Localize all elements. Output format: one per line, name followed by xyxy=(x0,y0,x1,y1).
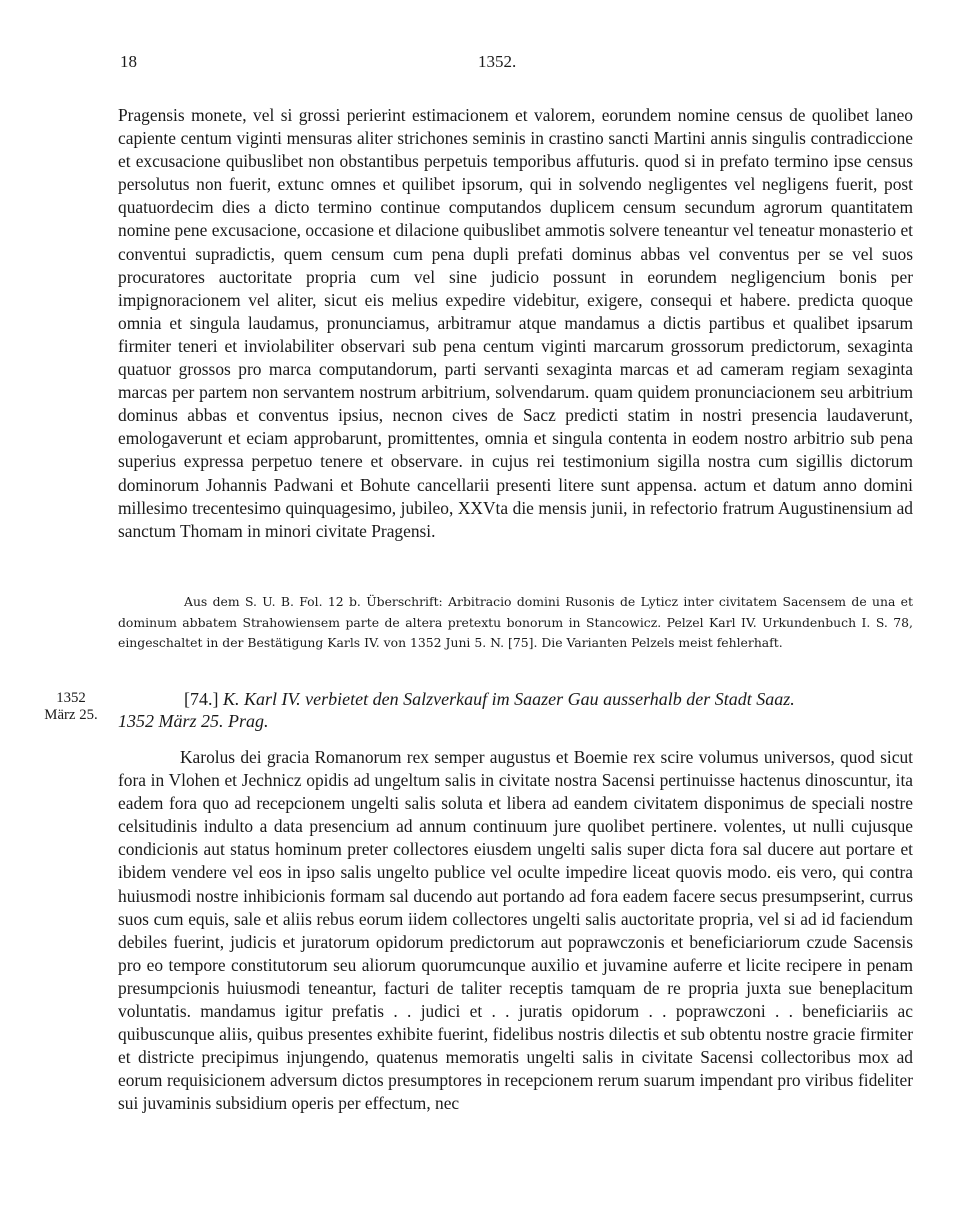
margin-date-note xyxy=(36,690,106,724)
body-paragraph-1 xyxy=(118,104,913,543)
document-date-place: 1352 März 25. Prag. xyxy=(118,711,269,731)
paragraph-text: Karolus dei gracia Romanorum rex semper augustus et Boemie rex scire volumus universos, quod sicut fora in Vlohen et Jechnicz opidis ad ungeltum salis in civitate nostra Sacensi pertinuisse hactenus dinoscuntur, ita eadem fora quo ad recepcionem ungelti salis soluta et libera ad eandem civitatem disponimus de speciali nostre celsitudinis indulto a data presencium ad annum continuum jure quolibet pertinere. volentes, ut nulli cujusque condicionis aut status hominum preter collectores eiusdem ungelti salis super dicta fora sal ducere aut portare et ibidem vendere vel eos in ipso salis ungelto publice vel oculte impedire liceat quovis modo. eis vero, qui contra huiusmodi nostre inhibicionis formam sal ducendo aut portando ad fora eadem facere secus presumpserint, currus suos cum equis, sale et aliis rebus eorum iidem collectores ungelti salis auctoritate propria, vel si ad id faciendum debiles fuerint, judicis et juratorum opidorum predictorum aut poprawczonis et beneficiariorum czude Sacensis pro eo tempore constitutorum seu aliorum quorumcunque auxilio et juvamine auferre et licite recipere in penam presumpcionis huiusmodi teneantur, facturi de taliter receptis tamquam de re propria juxta sue beneplacitum voluntatis. mandamus igitur prefatis . . judici et . . juratis opidorum . . poprawczoni . . beneficiariis ac quibuscunque aliis, quibus presentes exhibite fuerint, fidelibus nostris dilectis et sub obtentu nostre gracie firmiter et districte precipimus injungendo, quatenus memoratis ungelti salis in civitate Sacensi collectoribus mox ad eorum requisicionem adversum dictos presumptores in recepcionem rerum suarum impendant pro viribus fideliter sui juvaminis subsidium operis per effectum, nec xyxy=(118,747,913,1114)
document-title: K. Karl IV. verbietet den Salzverkauf im Saazer Gau ausserhalb der Stadt Saaz. xyxy=(223,689,795,709)
document-number: [74.] xyxy=(184,689,219,709)
source-note-text: Aus dem S. U. B. Fol. 12 b. Überschrift: Arbitracio domini Rusonis de Lyticz inter civitatem Sacensem de una et dominum abbatem Strahowiensem parte de altera pretextu bonorum in Stancowicz. Pelzel Karl IV. Urkundenbuch I. S. 78, eingeschaltet in der Bestätigung Karls IV. von 1352 Juni 5. N. [75]. Die Varianten Pelzels meist fehlerhaft. xyxy=(118,594,913,651)
source-note xyxy=(118,592,913,654)
page-number: 18 xyxy=(120,52,137,71)
margin-day: März 25. xyxy=(44,707,98,723)
paragraph-text: Pragensis monete, vel si grossi perierint estimacionem et valorem, eorundem nomine census de quolibet laneo capiente centum viginti mensuras aliter strichones seminis in crastino sancti Martini annis singulis contradiccione et excusacione quibuslibet non obstantibus perpetuis temporibus affuturis. quod si in prefato termino ipse census persolutus non fuerit, extunc omnes et quilibet ipsorum, qui in solvendo negligentes vel negligens fuerit, post quatuordecim dies a dicto termino continue computandos duplicem censum secundum agrorum quantitatem nomine pene excusacione, occasione et dilacione quibuslibet ammotis solvere teneantur vel teneatur monasterio et conventui supradictis, quem censum cum pena dupli prefati dominus abbas vel conventus per se vel suos procuratores auctoritate propria cum vel sine judicio possunt in eorundem negligencium bonis per impignoracionem vel aliter, sicut eis melius expedire videbitur, exigere, consequi et habere. predicta quoque omnia et singula laudamus, pronunciamus, arbitramur atque mandamus a dictis partibus et qualibet ipsarum firmiter teneri et inviolabiliter observari sub pena centum viginti marcarum grossorum predictorum, sexaginta quatuor grossos pro marca computandorum, parti servanti sexaginta marcas et ad cameram regiam sexaginta marcas per partem non servantem nostrum arbitrium, solvendarum. quam quidem pronunciacionem seu arbitrium dominus abbas et conventus ipsius, necnon cives de Sacz predicti statim in nostri presencia laudaverunt, emologaverunt et eciam approbarunt, promittentes, omnia et singula contenta in eodem nostro arbitrio sub pena superius expressa perpetuo tenere et observare. in cujus rei testimonium sigilla nostra cum sigillis dictorum dominorum Johannis Padwani et Bohute cancellarii presenti litere sunt appensa. actum et datum anno domini millesimo trecentesimo quinquagesimo, jubileo, XXVta die mensis junii, in refectorio fratrum Augustinensium ad sanctum Thomam in minori civitate Pragensi. xyxy=(118,105,913,541)
document-heading xyxy=(118,688,918,732)
margin-year: 1352 xyxy=(56,690,86,706)
running-header-year: 1352. xyxy=(478,52,517,71)
body-paragraph-2 xyxy=(118,746,913,1116)
